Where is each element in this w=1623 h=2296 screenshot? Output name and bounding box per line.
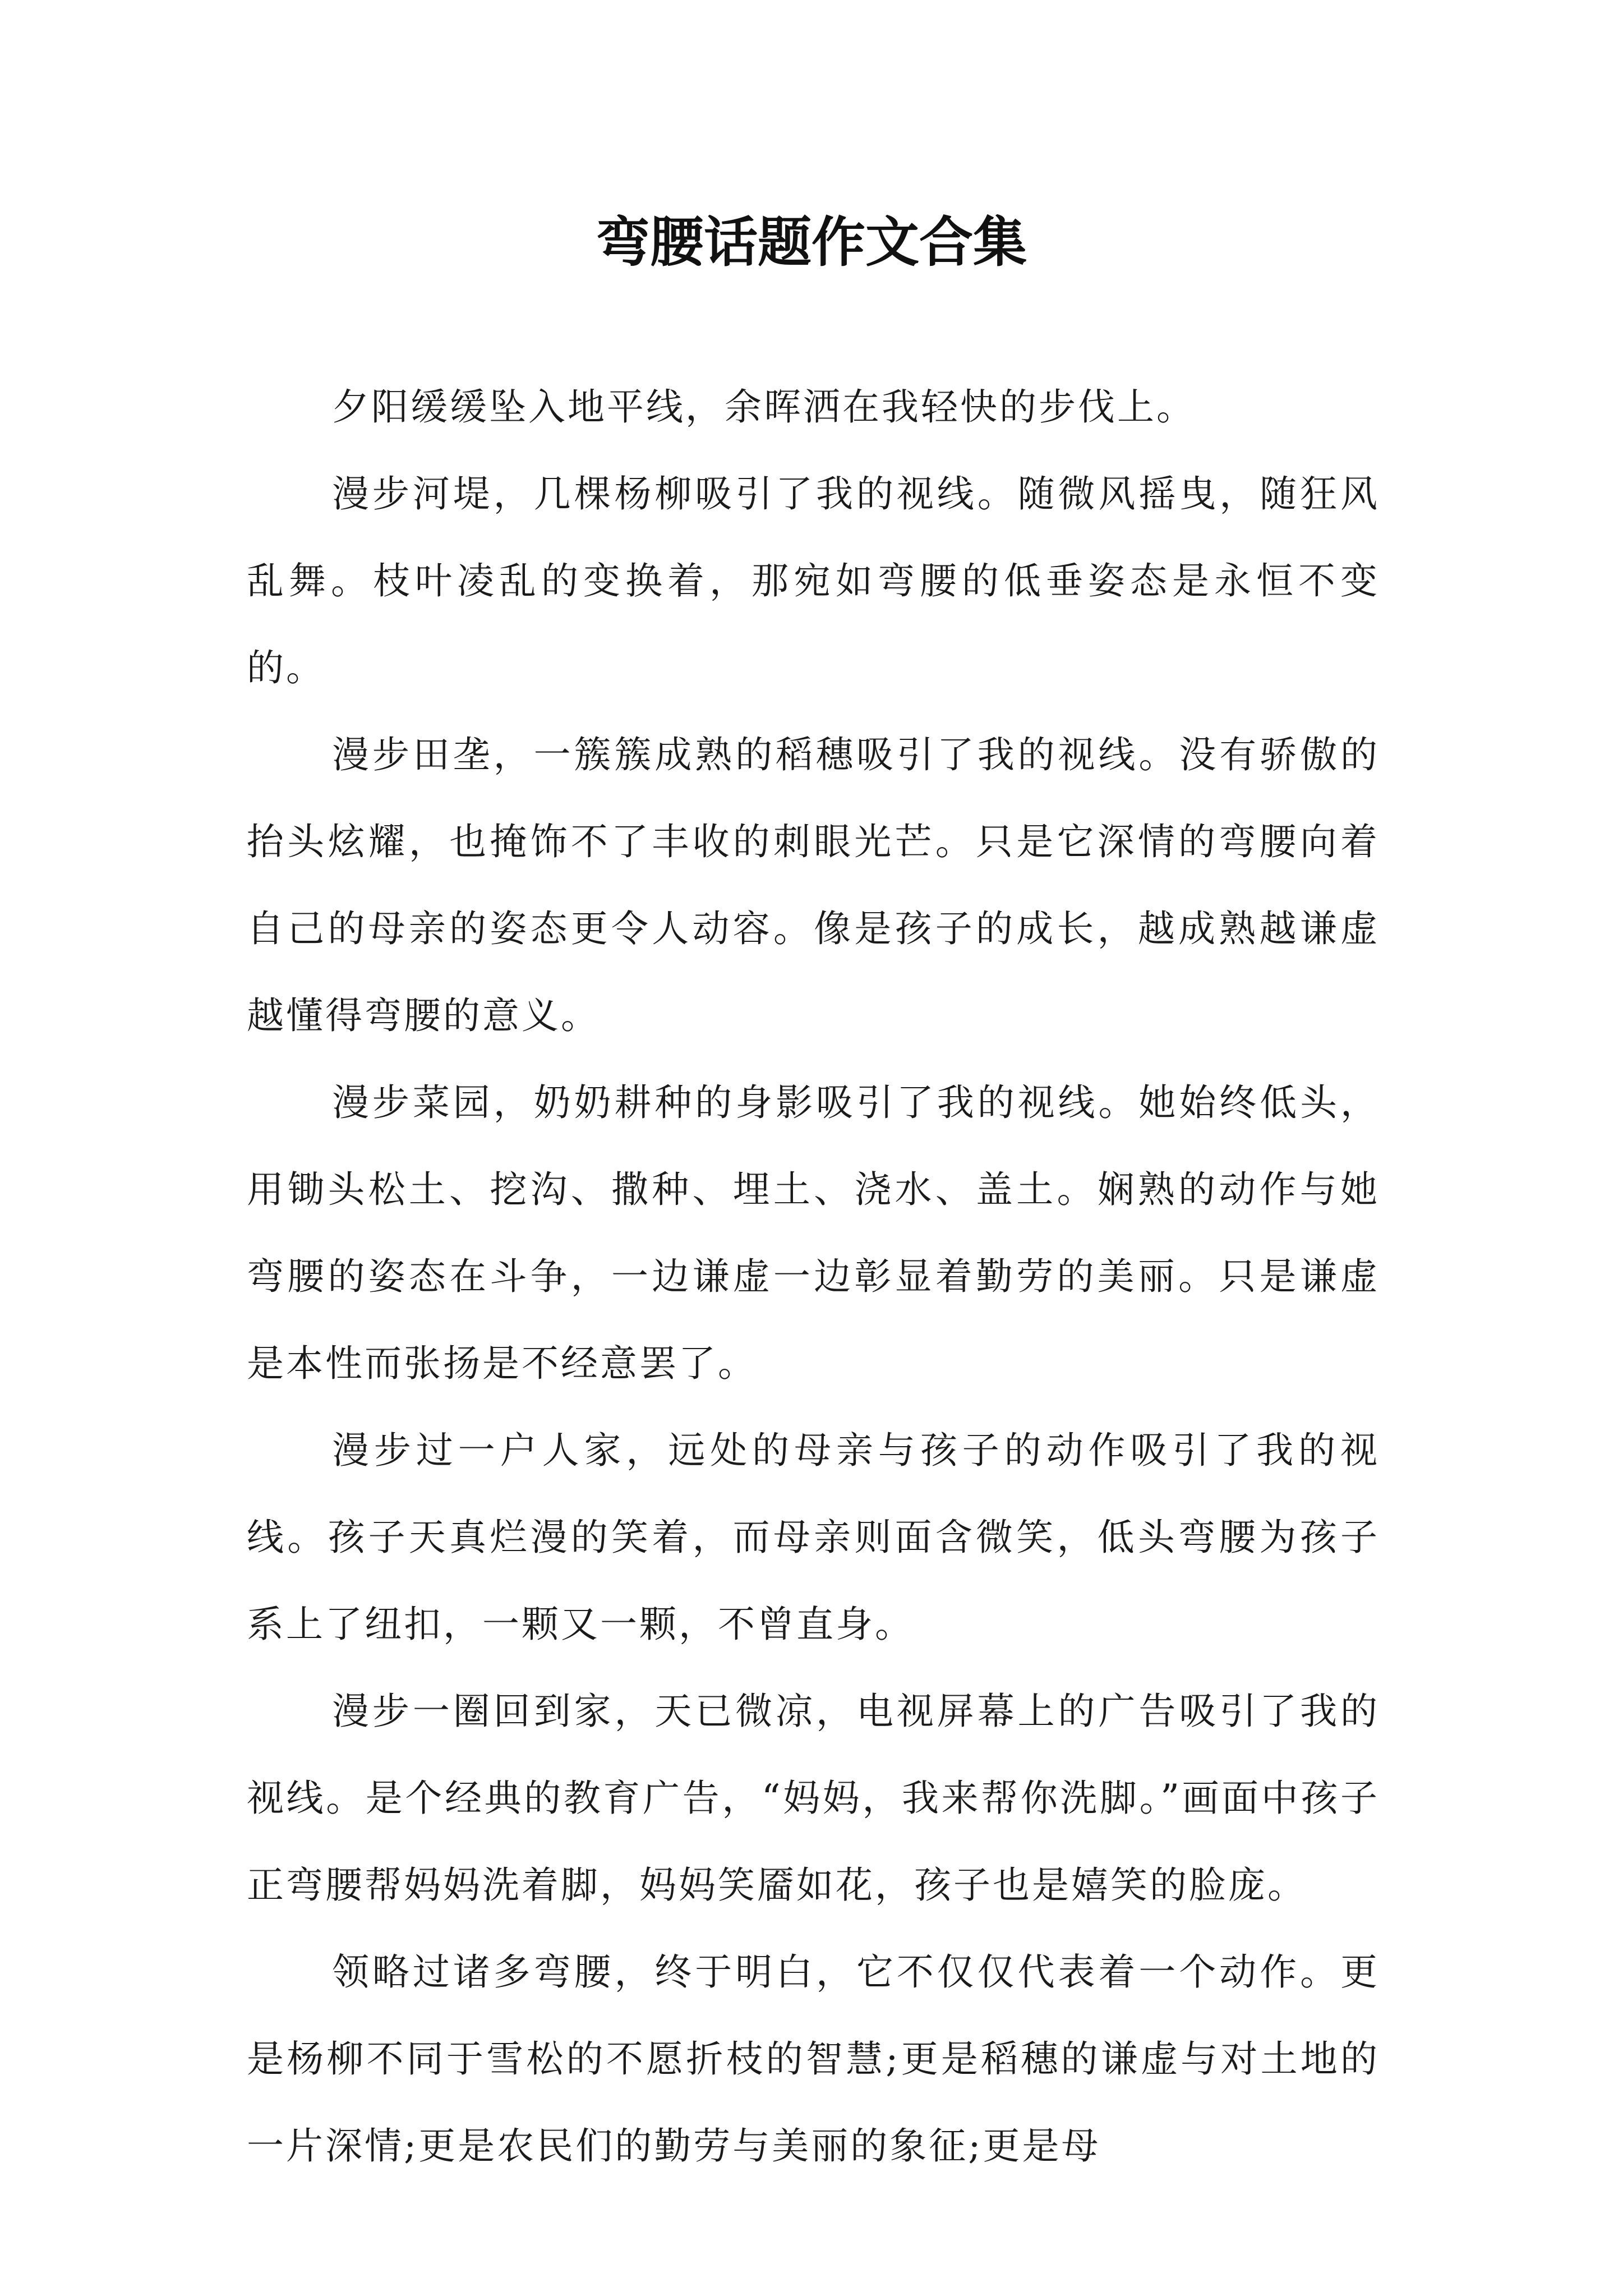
paragraph: 漫步菜园，奶奶耕种的身影吸引了我的视线。她始终低头，用锄头松土、挖沟、撒种、埋土、浇水、盖土。娴熟的动作与她弯腰的姿态在斗争，一边谦虚一边彰显着勤劳的美丽。只是谦虚是本性而张扬是不经意罢了。: [247, 1081, 1380, 1385]
paragraph: 夕阳缓缓坠入地平线，余晖洒在我轻快的步伐上。: [332, 385, 1196, 429]
paragraph: 漫步田垄，一簇簇成熟的稻穗吸引了我的视线。没有骄傲的抬头炫耀，也掩饰不了丰收的刺眼光芒。只是它深情的弯腰向着自己的母亲的姿态更令人动容。像是孩子的成长，越成熟越谦虚越懂得弯腰的意义。: [247, 733, 1380, 1037]
paragraph: 漫步一圈回到家，天已微凉，电视屏幕上的广告吸引了我的视线。是个经典的教育广告，“妈妈，我来帮你洗脚。”画面中孩子正弯腰帮妈妈洗着脚，妈妈笑靥如花，孩子也是嬉笑的脸庞。: [247, 1690, 1380, 1907]
paragraph: 漫步过一户人家，远处的母亲与孩子的动作吸引了我的视线。孩子天真烂漫的笑着，而母亲则面含微笑，低头弯腰为孩子系上了纽扣，一颗又一颗，不曾直身。: [247, 1429, 1380, 1646]
paragraph: 漫步河堤，几棵杨柳吸引了我的视线。随微风摇曳，随狂风乱舞。枝叶凌乱的变换着，那宛如弯腰的低垂姿态是永恒不变的。: [247, 472, 1380, 689]
paragraph: 领略过诸多弯腰，终于明白，它不仅仅代表着一个动作。更是杨柳不同于雪松的不愿折枝的智慧;更是稻穗的谦虚与对土地的一片深情;更是农民们的勤劳与美丽的象征;更是母: [247, 1950, 1380, 2168]
document-body: [247, 364, 1380, 2189]
document-title: 弯腰话题作文合集: [596, 210, 1027, 274]
